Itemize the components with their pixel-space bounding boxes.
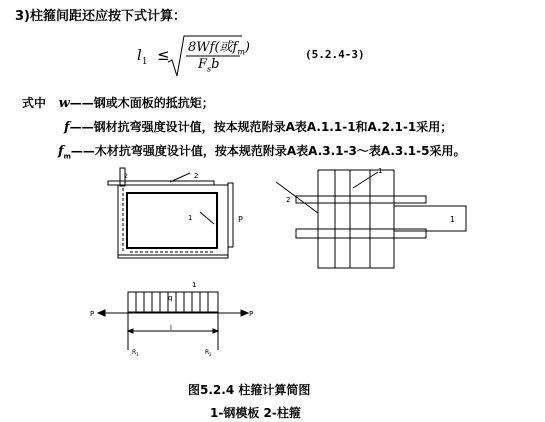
lower-clamp-bar [296,229,426,238]
figure-caption-title: 图5.2.4 柱箍计算简图 [188,383,311,397]
formula-numerator: 8Wf(或$f_m$) [188,40,250,57]
column-elevation [318,170,394,268]
right-elevation-view [276,170,466,268]
label-left-middle: 1 [188,214,193,222]
label-left-top: 2 [194,172,199,180]
formula-denominator: $F_sb$ [198,57,220,74]
arrow-right [241,310,248,316]
label-r-right: $R_2$ [205,349,212,357]
leader-right-top [353,172,378,188]
upper-clamp-bar [296,196,426,203]
leader-middle [200,212,214,224]
formula-lhs: $l_1$ [137,46,148,67]
label-r-left: $R_1$ [132,349,139,357]
distributed-load [128,292,218,312]
bottom-clamp-bar [118,255,228,258]
definition-w: 式中 w——钢或木面板的抵抗矩； [22,96,214,111]
figure-caption-legend: 1-钢模板 2-柱箍 [210,406,301,420]
equation-number: (5.2.4-3) [305,48,365,61]
clamp-end-block [394,206,466,231]
label-load: q [168,294,173,302]
formula-relation: ≤ [157,46,170,64]
label-left-side: 2 [124,173,128,180]
top-clamp-bar [108,181,214,185]
label-left-right: P [238,215,243,224]
definition-fm: $f_m——$木材抗弯强度设计值，按本规范附录A表A.3.1-3～表A.3.1-5采用。 [58,144,466,161]
right-clamp-bar [228,183,233,247]
label-right-top: 1 [378,167,383,175]
beam-diagram [98,292,248,350]
label-span: l [170,324,172,332]
definition-f: f——钢材抗弯强度设计值，按本规范附录A表A.1.1-1和A.2.1-1采用； [64,120,453,135]
label-right-left: 2 [286,196,291,204]
label-force-left: P [90,310,95,318]
label-beam-top: 1 [192,281,197,289]
arrow-left [98,310,105,316]
column-outer-box [118,185,228,255]
left-plan-view [108,168,233,258]
formwork-inner [127,193,217,248]
label-force-right: P [249,310,254,318]
section-heading: 3)柱箍间距还应按下式计算： [15,9,186,24]
leader-right-left [276,182,318,213]
label-right-right: 1 [450,215,456,224]
